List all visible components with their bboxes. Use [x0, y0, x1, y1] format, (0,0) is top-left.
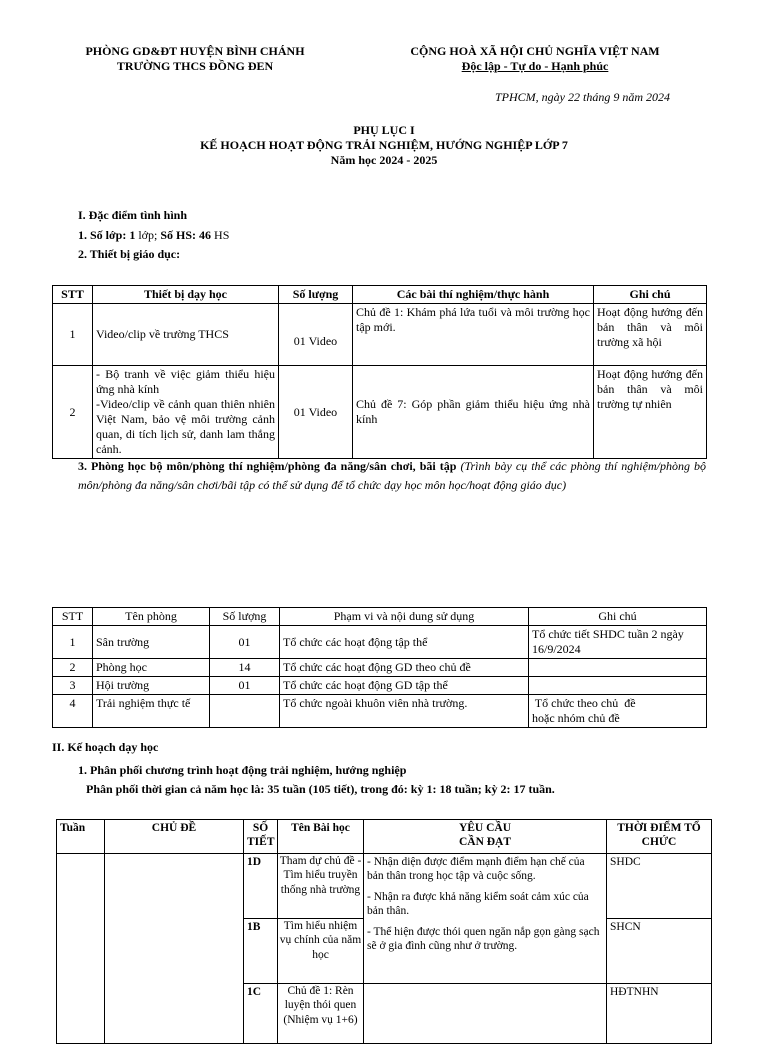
row-stt: 1: [53, 304, 93, 366]
title-school-year: Năm học 2024 - 2025: [330, 153, 438, 167]
table-row: [53, 677, 707, 695]
requirement-item: - Thể hiện được thói quen ngăn nắp gọn gàng sạch sẽ ở gia đình cũng như ở trường.: [367, 925, 600, 952]
row-quantity: 01: [210, 677, 280, 695]
row-requirements-empty: [364, 984, 607, 1044]
section-2-heading: II. Kế hoạch dạy học: [52, 740, 159, 754]
table-header-row: [57, 820, 712, 854]
row-quantity: 01 Video: [279, 366, 353, 459]
table-row: [53, 304, 707, 366]
row-period: 1B: [244, 919, 278, 984]
row-quantity: 14: [210, 659, 280, 677]
col-lesson-name: Tên Bài học: [278, 820, 364, 854]
row-stt: 4: [53, 695, 93, 728]
row-week: [57, 854, 105, 1044]
row-lesson: Chủ đề 1: Khám phá lứa tuổi và môi trường học tập mới.: [353, 304, 594, 366]
title-appendix: PHỤ LỤC I: [353, 123, 415, 137]
row-stt: 2: [53, 366, 93, 459]
student-count-label: Số HS: 46: [160, 228, 212, 242]
row-period: 1D: [244, 854, 278, 919]
title-plan: KẾ HOẠCH HOẠT ĐỘNG TRẢI NGHIỆM, HƯỚNG NGHIỆP LỚP 7: [200, 138, 568, 152]
class-count-label: 1. Số lớp: 1: [78, 228, 136, 242]
col-stt: STT: [53, 608, 93, 626]
col-period-line: TIẾT: [247, 836, 275, 849]
col-requirements-line: CẦN ĐẠT: [458, 836, 512, 849]
header-right: [385, 44, 685, 74]
row-note: [529, 677, 707, 695]
row-lesson-name: Tìm hiểu nhiệm vụ chính của năm học: [278, 919, 364, 984]
col-topic: CHỦ ĐỀ: [105, 820, 244, 854]
col-time: [607, 820, 712, 854]
class-count-line: [78, 228, 229, 243]
table-row: [53, 659, 707, 677]
col-time-line: CHỨC: [641, 836, 677, 849]
row-room: Phòng học: [93, 659, 210, 677]
section-1-heading: I. Đặc điểm tình hình: [78, 208, 188, 222]
device-line: -Video/clip về cảnh quan thiên nhiên Việt Nam, bảo vệ môi trường cảnh quan, di tích lịch sử, danh lam thắng cảnh.: [96, 397, 275, 456]
col-period-line: SỐ: [252, 822, 269, 834]
col-quantity: Số lượng: [210, 608, 280, 626]
row-quantity: 01 Video: [279, 304, 353, 366]
col-time-line: THỜI ĐIỂM TỔ: [617, 822, 701, 834]
row-note: Hoạt động hướng đến bản thân và môi trường tự nhiên: [594, 366, 707, 459]
header-left: [60, 44, 330, 74]
row-stt: 3: [53, 677, 93, 695]
col-stt: STT: [53, 286, 93, 304]
col-note: Ghi chú: [529, 608, 707, 626]
department-name: PHÒNG GD&ĐT HUYỆN BÌNH CHÁNH: [85, 44, 305, 58]
table-row: [57, 854, 712, 919]
row-device: Video/clip về trường THCS: [93, 304, 279, 366]
rooms-heading: [78, 457, 706, 495]
row-time: SHCN: [607, 919, 712, 984]
row-room: Sân trường: [93, 626, 210, 659]
table-row: [53, 626, 707, 659]
row-room: Hội trường: [93, 677, 210, 695]
note-line: hoặc nhóm chủ đề: [532, 711, 620, 725]
row-lesson-name: Tham dự chủ đề - Tìm hiểu truyền thống nhà trường: [278, 854, 364, 919]
row-stt: 2: [53, 659, 93, 677]
row-lesson-name: Chủ đề 1: Rèn luyện thói quen (Nhiệm vụ 1+6): [278, 984, 364, 1044]
row-time: SHDC: [607, 854, 712, 919]
row-note: Tổ chức tiết SHDC tuần 2 ngày 16/9/2024: [529, 626, 707, 659]
table-row: [53, 695, 707, 728]
row-quantity: [210, 695, 280, 728]
col-week: Tuần: [57, 820, 105, 854]
row-room: Trải nghiệm thực tế: [93, 695, 210, 728]
document-date: TPHCM, ngày 22 tháng 9 năm 2024: [495, 90, 670, 104]
rooms-heading-bold: 3. Phòng học bộ môn/phòng thí nghiệm/phòng đa năng/sân chơi, bãi tập: [78, 459, 457, 473]
requirement-item: - Nhận ra được khả năng kiểm soát cảm xúc của bản thân.: [367, 890, 589, 918]
row-requirements: [364, 854, 607, 984]
schedule-table: [56, 819, 712, 1044]
col-requirements-line: YÊU CẦU: [458, 822, 512, 834]
row-device: [93, 366, 279, 459]
row-scope: Tổ chức các hoạt động tập thể: [280, 626, 529, 659]
rooms-heading-note: (Trình bày cụ thể các phòng thí nghiệm/phòng bộ môn/phòng đa năng/sân chơi/bãi tập có thể sử dụng để tổ chức dạy học môn học/hoạt động giáo dục): [78, 459, 706, 493]
table-header-row: [53, 608, 707, 626]
row-lesson: Chủ đề 7: Góp phần giảm thiểu hiệu ứng nhà kính: [353, 366, 594, 459]
row-scope: Tổ chức các hoạt động GD tập thể: [280, 677, 529, 695]
program-distribution-heading: 1. Phân phối chương trình hoạt động trải nghiệm, hướng nghiệp: [78, 763, 407, 777]
table-header-row: [53, 286, 707, 304]
row-period: 1C: [244, 984, 278, 1044]
note-line: Tổ chức theo chủ đề: [532, 696, 636, 710]
school-name: TRƯỜNG THCS ĐỒNG ĐEN: [116, 59, 274, 73]
col-lesson: Các bài thí nghiệm/thực hành: [353, 286, 594, 304]
document-title: [100, 123, 668, 168]
row-topic: [105, 854, 244, 1044]
device-line: - Bộ tranh về việc giảm thiểu hiệu ứng nhà kính: [96, 367, 275, 396]
col-quantity: Số lượng: [279, 286, 353, 304]
row-note: [529, 695, 707, 728]
col-note: Ghi chú: [594, 286, 707, 304]
requirement-item: - Nhận diện được điểm mạnh điểm hạn chế của bản thân trong học tập và cuộc sống.: [367, 856, 585, 883]
table-row: [53, 366, 707, 459]
national-motto: Độc lập - Tự do - Hạnh phúc: [461, 59, 609, 73]
national-title: CỘNG HOÀ XÃ HỘI CHỦ NGHĨA VIỆT NAM: [410, 44, 660, 58]
row-quantity: 01: [210, 626, 280, 659]
class-count-unit: lớp;: [135, 228, 161, 242]
row-stt: 1: [53, 626, 93, 659]
time-distribution-line: Phân phối thời gian cả năm học là: 35 tuần (105 tiết), trong đó: kỳ 1: 18 tuần; kỳ 2: 17 tuần.: [86, 782, 555, 796]
rooms-table: [52, 607, 707, 728]
equipment-table: [52, 285, 707, 459]
col-scope: Phạm vi và nội dung sử dụng: [280, 608, 529, 626]
row-scope: Tổ chức các hoạt động GD theo chủ đề: [280, 659, 529, 677]
col-requirements: [364, 820, 607, 854]
row-scope: Tổ chức ngoài khuôn viên nhà trường.: [280, 695, 529, 728]
col-room: Tên phòng: [93, 608, 210, 626]
row-note: [529, 659, 707, 677]
row-note: Hoạt động hướng đến bản thân và môi trường xã hội: [594, 304, 707, 366]
student-count-unit: HS: [211, 228, 230, 242]
equipment-heading: 2. Thiết bị giáo dục:: [78, 247, 181, 261]
col-device: Thiết bị dạy học: [93, 286, 279, 304]
col-period: [244, 820, 278, 854]
row-time: HĐTNHN: [607, 984, 712, 1044]
